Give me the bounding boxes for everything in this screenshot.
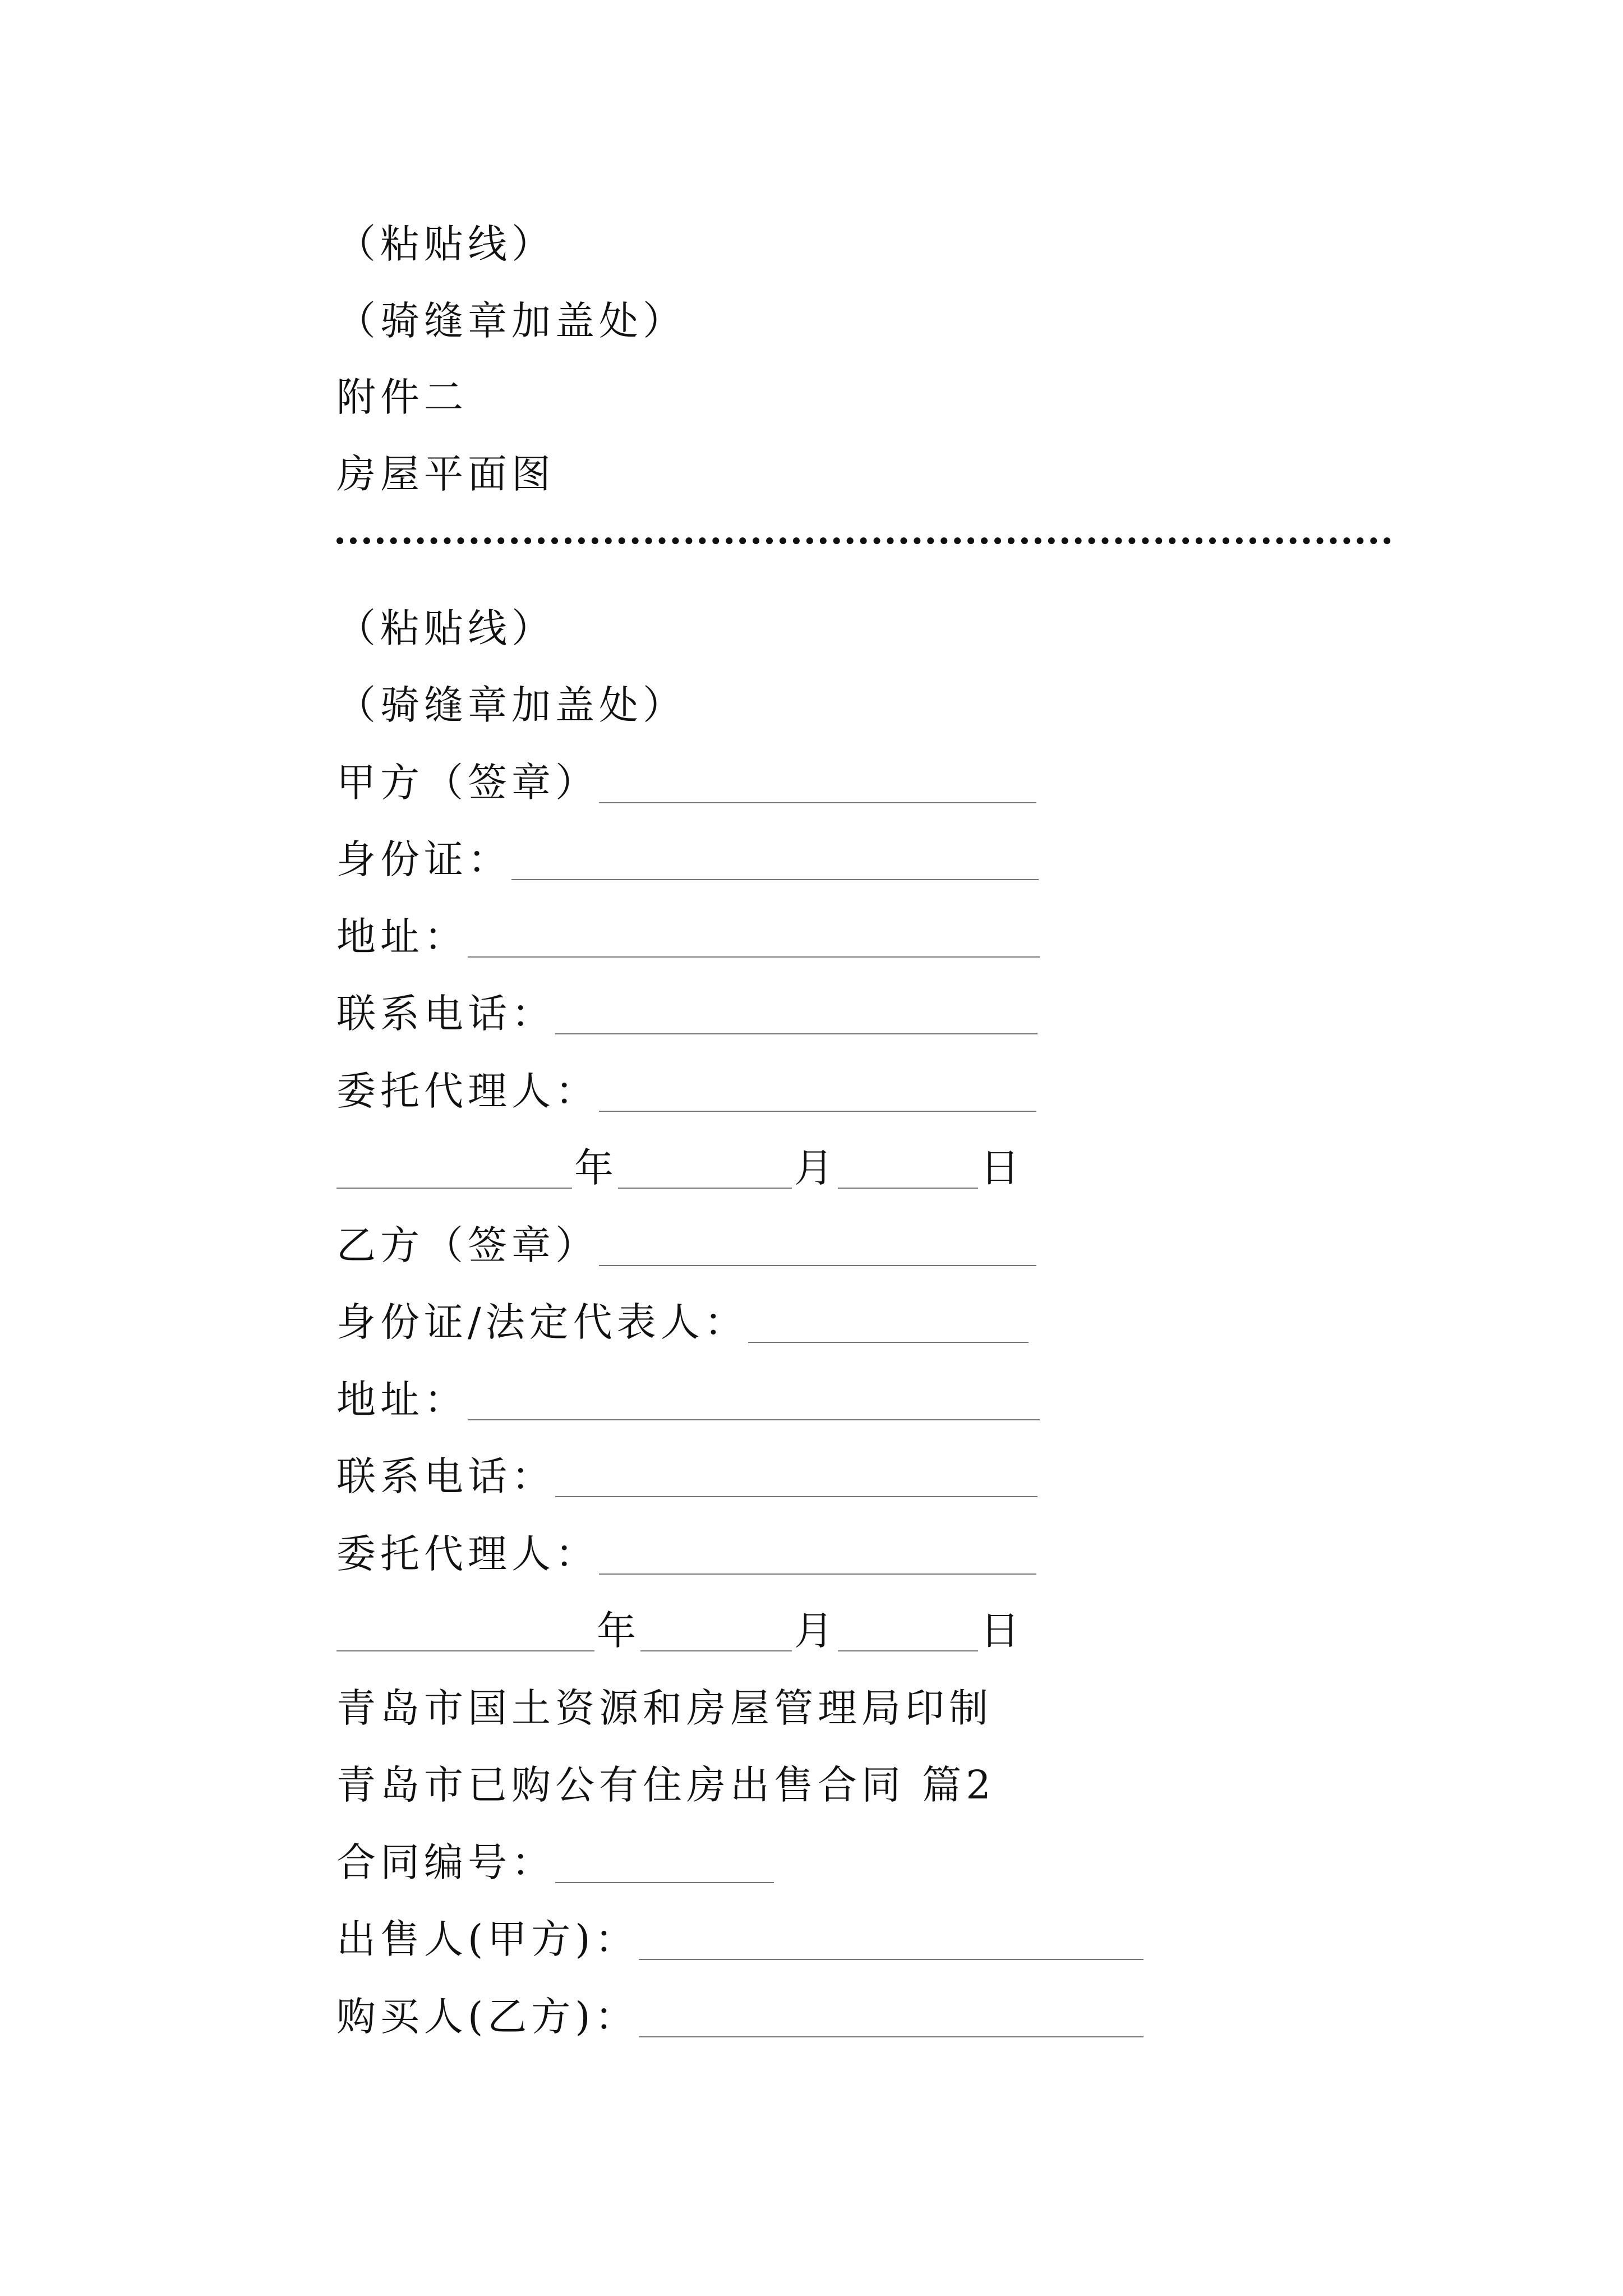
party-b-agent-field[interactable] [599, 1539, 1036, 1575]
party-a-address-label: 地址： [336, 914, 468, 960]
seller-row [336, 1914, 1144, 1964]
paste-line-text: （粘贴线） [336, 221, 555, 267]
party-b-address-row [336, 1374, 1040, 1425]
party-a-signature-field[interactable] [599, 767, 1036, 803]
paste-line-text: （粘贴线） [336, 605, 555, 651]
party-b-year-field[interactable] [336, 1616, 594, 1651]
party-a-date-row [336, 1143, 1024, 1193]
party-b-agent-row [336, 1529, 1036, 1579]
printer-text: 青岛市国土资源和房屋管理局印制 [336, 1685, 993, 1731]
party-b-signature-field[interactable] [599, 1230, 1036, 1266]
party-a-day-field[interactable] [838, 1153, 978, 1189]
seller-label: 出售人(甲方)： [336, 1916, 639, 1962]
day-label: 日 [980, 1145, 1024, 1191]
attachment-heading: 附件二 [336, 374, 468, 420]
party-a-signature-row [336, 757, 1036, 808]
party-a-id-row [336, 834, 1039, 885]
party-a-phone-field[interactable] [555, 999, 1038, 1034]
party-a-phone-row [336, 988, 1038, 1039]
seller-field[interactable] [639, 1924, 1144, 1960]
party-a-address-row [336, 912, 1040, 962]
buyer-row [336, 1991, 1144, 2042]
party-b-address-label: 地址： [336, 1377, 468, 1423]
party-b-address-field[interactable] [468, 1384, 1040, 1420]
party-b-date-row [336, 1605, 1024, 1656]
contract-title: 青岛市已购公有住房出售合同 篇2 [336, 1762, 995, 1808]
party-a-agent-label: 委托代理人： [336, 1068, 599, 1114]
buyer-field[interactable] [639, 2001, 1144, 2037]
party-b-month-field[interactable] [640, 1616, 792, 1651]
seal-location-text: （骑缝章加盖处） [336, 682, 686, 728]
month-label: 月 [794, 1608, 838, 1654]
party-b-phone-field[interactable] [555, 1461, 1038, 1497]
party-a-phone-label: 联系电话： [336, 991, 555, 1037]
party-b-signature-label: 乙方（签章） [336, 1222, 599, 1268]
day-label: 日 [980, 1608, 1024, 1654]
party-b-id-field[interactable] [748, 1307, 1029, 1343]
dotted-separator [336, 537, 1391, 544]
party-b-phone-row [336, 1451, 1038, 1502]
contract-number-field[interactable] [555, 1847, 774, 1883]
party-a-id-label: 身份证： [336, 836, 511, 882]
seal-location-text: （骑缝章加盖处） [336, 298, 686, 344]
party-b-agent-label: 委托代理人： [336, 1531, 599, 1577]
contract-number-label: 合同编号： [336, 1839, 555, 1885]
party-a-agent-row [336, 1066, 1036, 1116]
contract-number-row [336, 1837, 774, 1888]
year-label: 年 [597, 1608, 640, 1654]
party-a-address-field[interactable] [468, 922, 1040, 958]
party-a-year-field[interactable] [336, 1153, 572, 1189]
party-b-phone-label: 联系电话： [336, 1453, 555, 1499]
party-a-id-field[interactable] [511, 844, 1039, 880]
party-b-id-row [336, 1297, 1029, 1347]
party-a-agent-field[interactable] [599, 1076, 1036, 1112]
year-label: 年 [574, 1145, 618, 1191]
party-a-month-field[interactable] [618, 1153, 792, 1189]
party-b-signature-row [336, 1220, 1036, 1271]
month-label: 月 [794, 1145, 838, 1191]
floor-plan-heading: 房屋平面图 [336, 451, 555, 497]
buyer-label: 购买人(乙方)： [336, 1994, 639, 2040]
party-b-id-label: 身份证/法定代表人： [336, 1299, 748, 1345]
party-a-signature-label: 甲方（签章） [336, 760, 599, 806]
party-b-day-field[interactable] [838, 1616, 978, 1651]
